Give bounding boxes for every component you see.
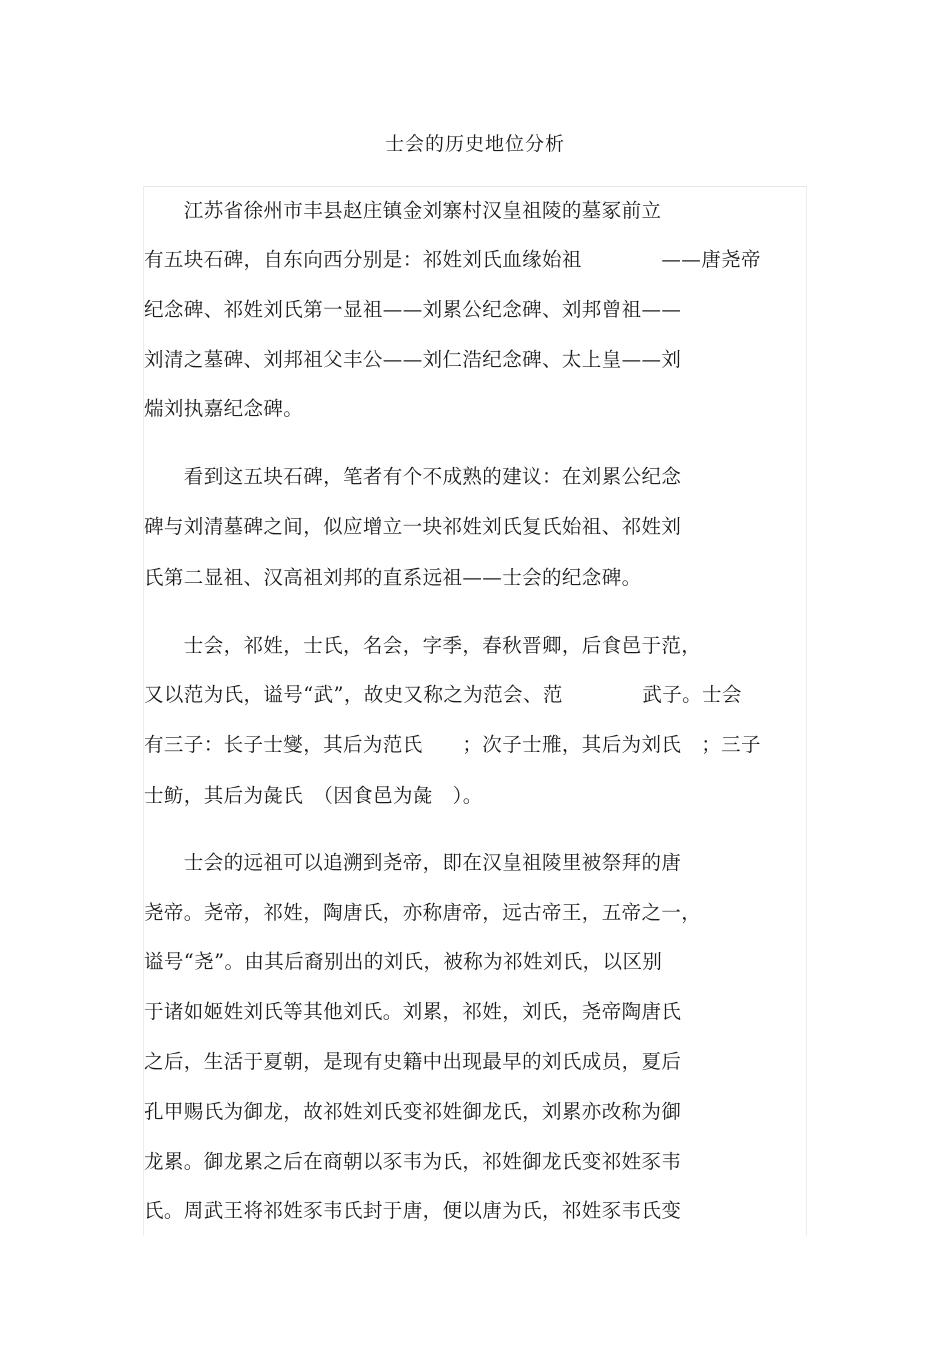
text-line: 龙累。御龙累之后在商朝以豕韦为氏，祁姓御龙氏变祁姓豕韦 [144,1150,682,1173]
text-line: 于诸如姬姓刘氏等其他刘氏。刘累，祁姓，刘氏，尧帝陶唐氏 [144,1000,682,1023]
text-line: 士鲂，其后为彘氏 （因食邑为彘 ）。 [144,784,483,807]
text-line: 士会，祁姓，士氏，名会，字季，春秋晋卿，后食邑于范， [144,634,702,657]
text-line: 有三子：长子士燮，其后为范氏 ；次子士雃，其后为刘氏 ；三子 [144,733,761,756]
page-title: 士会的历史地位分析 [384,133,565,155]
text-line: 看到这五块石碑，笔者有个不成熟的建议：在刘累公纪念 [144,465,682,488]
text-line: 氏。周武王将祁姓豕韦氏封于唐，便以唐为氏，祁姓豕韦氏变 [144,1199,682,1222]
text-line: 谥号“尧”。由其后裔别出的刘氏，被称为祁姓刘氏，以区别 [144,950,663,973]
text-line: 纪念碑、祁姓刘氏第一显祖——刘累公纪念碑、刘邦曾祖—— [144,298,682,321]
text-line: 碑与刘清墓碑之间，似应增立一块祁姓刘氏复氏始祖、祁姓刘 [144,515,682,538]
text-line: 有五块石碑，自东向西分别是：祁姓刘氏血缘始祖 ——唐尧帝 [144,248,761,271]
text-line: 又以范为氏，谥号“武”，故史又称之为范会、范 武子。士会 [144,683,742,706]
text-line: 刘清之墓碑、刘邦祖父丰公——刘仁浩纪念碑、太上皇——刘 [144,348,682,371]
text-line: 煓刘执嘉纪念碑。 [144,397,304,420]
text-line: 之后，生活于夏朝，是现有史籍中出现最早的刘氏成员，夏后 [144,1050,682,1073]
text-frame [143,186,807,1236]
text-line: 孔甲赐氏为御龙，故祁姓刘氏变祁姓御龙氏，刘累亦改称为御 [144,1100,682,1123]
text-line: 士会的远祖可以追溯到尧帝，即在汉皇祖陵里被祭拜的唐 [144,851,682,874]
text-line: 氏第二显祖、汉高祖刘邦的直系远祖——士会的纪念碑。 [144,566,642,589]
text-line: 江苏省徐州市丰县赵庄镇金刘寨村汉皇祖陵的墓冢前立 [144,199,662,222]
text-line: 尧帝。尧帝，祁姓，陶唐氏，亦称唐帝，远古帝王，五帝之一， [144,901,702,924]
